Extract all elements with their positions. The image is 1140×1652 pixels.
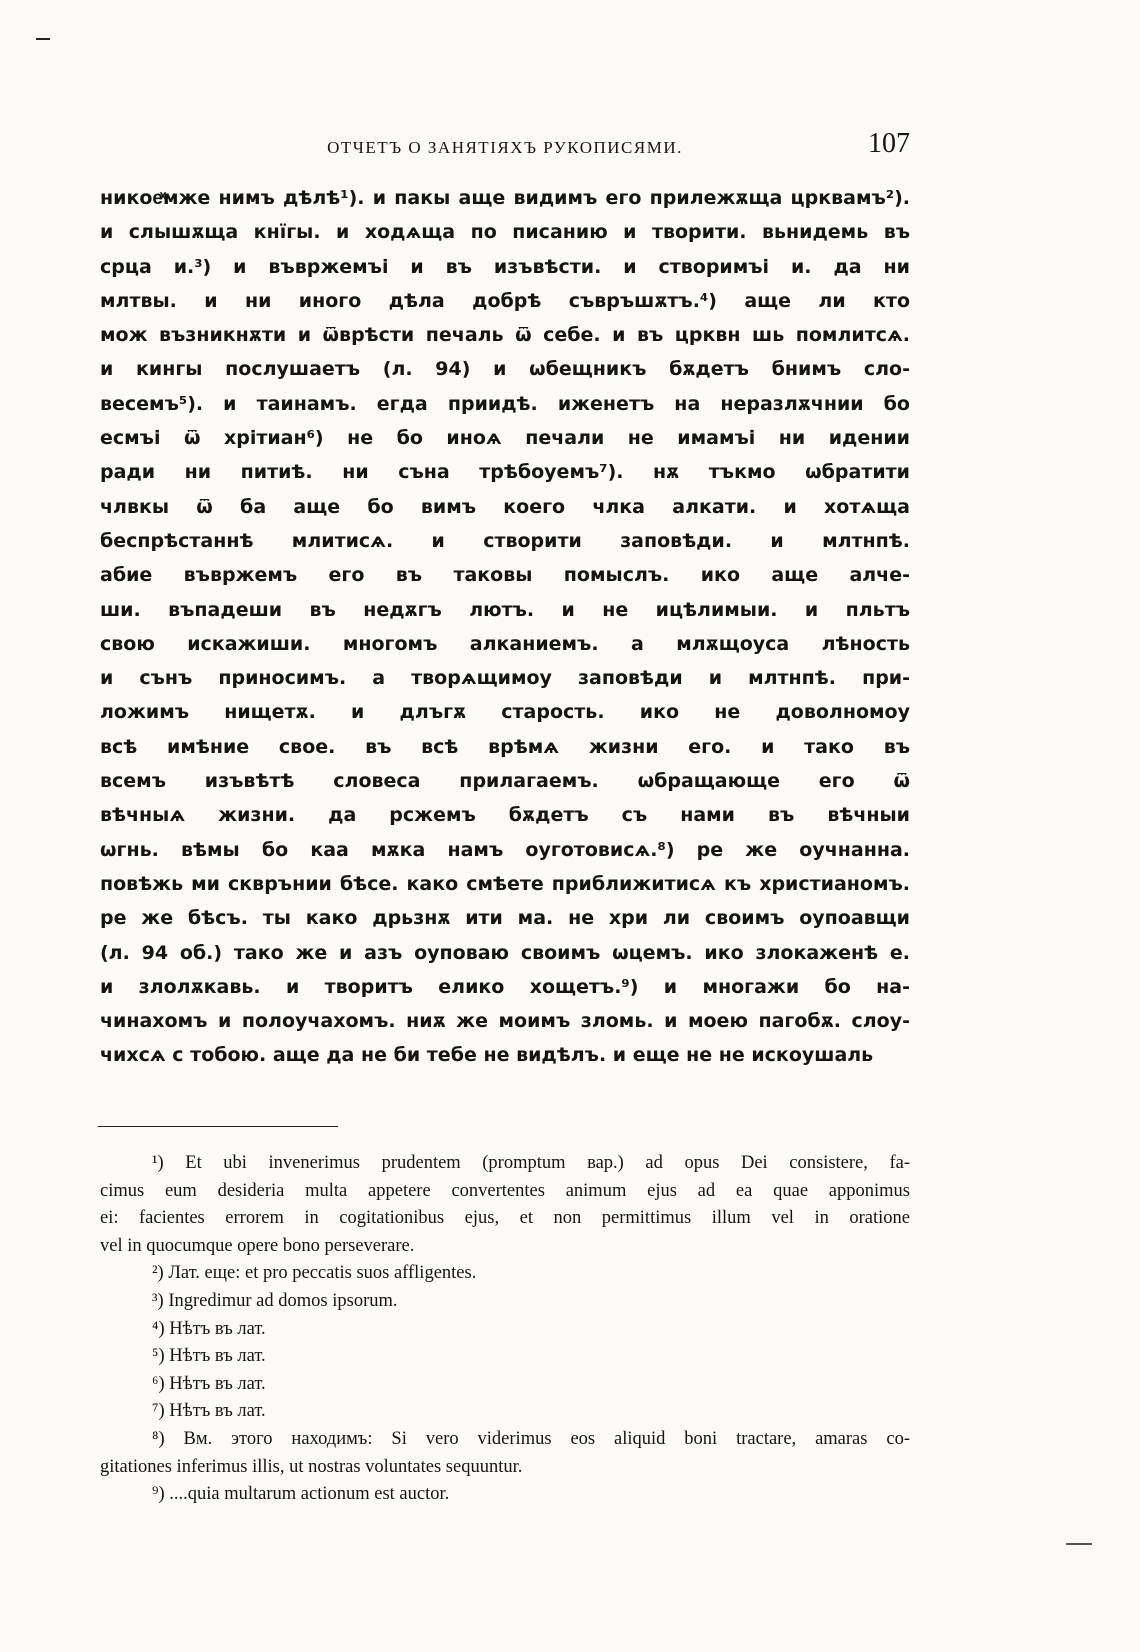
footnotes <box>100 1150 910 1509</box>
body-line: свою искажиши. многомъ алканиемъ. а млѫщоуса лѣность <box>100 632 910 655</box>
footnote-line: ⁸) Вм. этого находимъ: Si vero viderimus eos aliquid boni tractare, amaras co- <box>152 1428 910 1449</box>
body-line: ложимъ нищетѫ. и длъгѫ старость. ико не доволномоу <box>100 701 910 724</box>
footnote-line: ⁴) Нѣтъ въ лат. <box>152 1318 266 1339</box>
footnote-line: ⁵) Нѣтъ въ лат. <box>152 1346 266 1367</box>
footnote-line: ⁶) Нѣтъ въ лат. <box>152 1373 266 1394</box>
body-line: всѣ имѣние свое. въ всѣ врѣмѧ жизни его. и тако въ <box>100 735 910 758</box>
body-line: есмъі ѿ хрітиан⁶) не бо иноѧ печали не имамъі ни идении <box>100 427 910 450</box>
body-line: и слышѫща кнїгы. и ходѧща по писанию и творити. вьнидемь въ <box>100 221 910 244</box>
footnote-line: ³) Ingredimur ad domos ipsorum. <box>152 1290 398 1311</box>
footnote-line: ⁹) ....quia multarum actionum est auctor. <box>152 1484 450 1505</box>
footnote-line: vel in quocumque opere bono perseverare. <box>100 1235 415 1256</box>
body-line: абие въвржемъ его въ таковы помыслъ. ико аще алче- <box>100 564 910 587</box>
body-line: ре же бѣсъ. ты како дрьзнѫ ити ма. не хри ли своимъ оупоавщи <box>100 907 910 930</box>
page-number: 107 <box>868 128 910 159</box>
body-line: ѡгнь. вѣмы бо каа мѫка намъ оуготовисѧ.⁸) ре же оучнанна. <box>100 838 910 861</box>
body-line: весемъ⁵). и таинамъ. егда приидѣ. иженетъ на неразлѫчнии бо <box>100 392 910 415</box>
body-line: всемъ изъвѣтѣ словеса прилагаемъ. ѡбращающе его ѿ <box>100 770 910 793</box>
body-line: ши. въпадеши въ недѫгъ лютъ. и не ицѣлимыи. и пльтъ <box>100 598 910 621</box>
body-line: мож възникнѫти и ѿврѣсти печаль ѿ себе. и въ црквн шь помлитсѧ. <box>100 324 910 347</box>
body-line: срца и.³) и въвржемъі и въ изъвѣсти. и створимъі и. да ни <box>100 255 910 278</box>
edge-mark <box>1066 1543 1092 1545</box>
footnote-line: ei: facientes errorem in cogitationibus ejus, et non permittimus illum vel in oratione <box>100 1208 910 1229</box>
body-line: млтвы. и ни иного дѣла добрѣ съвръшѫтъ.⁴) аще ли кто <box>100 289 910 312</box>
body-line: и злолѫкавь. и творитъ елико хощетъ.⁹) и многажи бо на- <box>100 975 910 998</box>
body-line: ради ни питиѣ. ни съна трѣбоуемъ⁷). нѫ тъкмо ѡбратити <box>100 461 910 484</box>
body-line: никоеͯмже нимъ дѣлѣ¹). и пакы аще видимъ его прилежѫща црквамъ²). <box>100 187 910 209</box>
body-line: члвкы ѿ ба аще бо вимъ коего члка алкати. и хотѧща <box>100 495 910 518</box>
body-line: и кингы послушаетъ (л. 94) и ѡбещникъ бѫдетъ бнимъ сло- <box>100 358 910 381</box>
footnote-line: ⁷) Нѣтъ въ лат. <box>152 1401 266 1422</box>
page-header <box>100 128 910 164</box>
corner-mark <box>36 38 50 40</box>
footnote-line: cimus eum desideria multa appetere convertentes animum ejus ad ea quae apponimus <box>100 1180 910 1201</box>
body-line: и сънъ приносимъ. а творѧщимоу заповѣди и млтнпѣ. при- <box>100 667 910 690</box>
body-line: (л. 94 об.) тако же и азъ оуповаю своимъ ѡцемъ. ико злокаженѣ е. <box>100 941 910 964</box>
body-line: чихсѧ с тобою. аще да не би тебе не видѣлъ. и еще не не искоушаль <box>100 1044 874 1067</box>
body-line: вѣчныѧ жизни. да рсжемъ бѫдетъ съ нами въ вѣчныи <box>100 804 910 827</box>
body-text <box>100 181 910 1073</box>
footnote-rule <box>98 1126 338 1127</box>
footnote-line: gitationes inferimus illis, ut nostras voluntates sequuntur. <box>100 1456 523 1477</box>
body-line: повѣжь ми скврънии бѣсе. како смѣете приближитисѧ къ христианомъ. <box>100 872 910 895</box>
body-line: беспрѣстаннѣ млитисѧ. и створити заповѣди. и млтнпѣ. <box>100 529 910 552</box>
running-title: ОТЧЕТЪ О ЗАНЯТІЯХЪ РУКОПИСЯМИ. <box>327 138 683 157</box>
body-line: чинахомъ и полоучахомъ. ниѫ же моимъ зломь. и моею пагобѫ. слоу- <box>100 1010 910 1033</box>
footnote-line: ²) Лат. еще: et pro peccatis suos affligentes. <box>152 1263 477 1284</box>
footnote-line: ¹) Et ubi invenerimus prudentem (promptum вар.) ad opus Dei consistere, fa- <box>152 1153 910 1173</box>
